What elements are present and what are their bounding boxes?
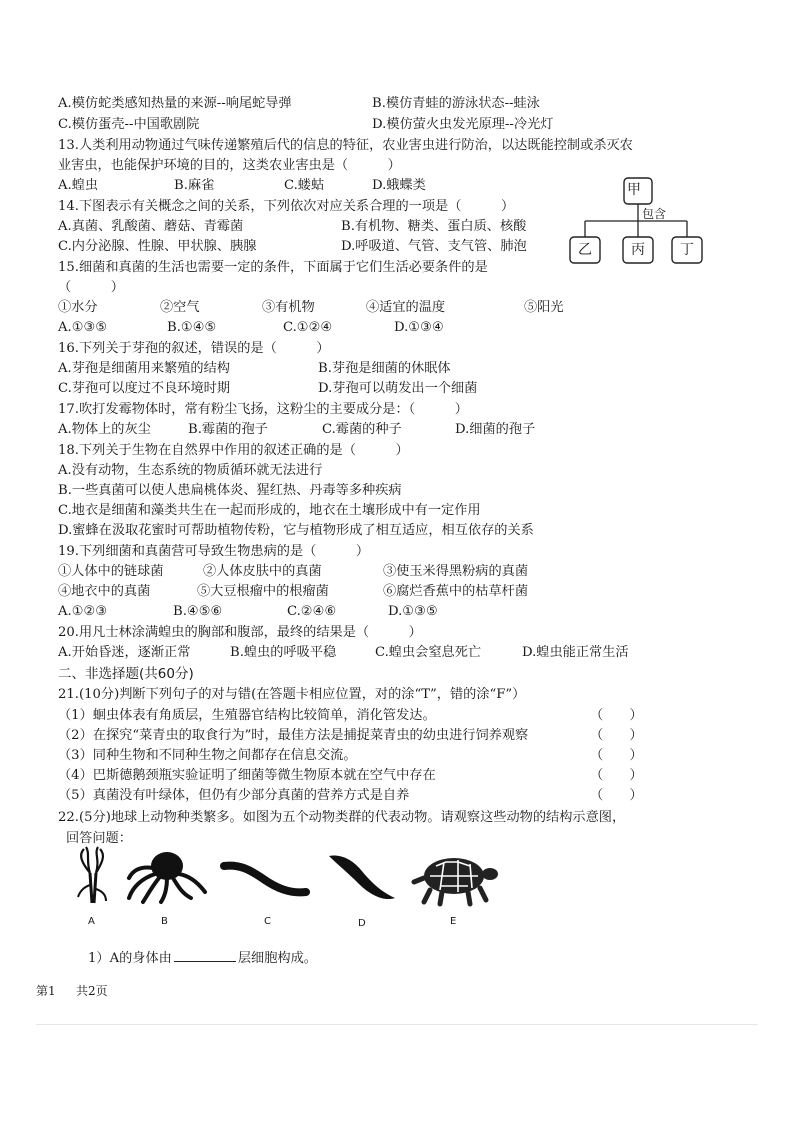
q19-item-1: ①人体中的链球菌 <box>58 564 164 579</box>
q22-subquestion-1 <box>88 949 317 968</box>
section-heading: 二、非选择题(共60分) <box>58 666 194 682</box>
diagram-relation-label: 包含 <box>642 207 667 221</box>
q13-option-c: C.蝼蛄 <box>284 178 325 193</box>
q14-option-b: B.有机物、糖类、蛋白质、核酸 <box>341 219 527 234</box>
q19-item-5: ⑤大豆根瘤中的根瘤菌 <box>197 584 329 599</box>
animal-b-octopus-image <box>125 848 210 903</box>
animal-label-a: A <box>88 916 95 927</box>
footer-total-pages: 共2页 <box>76 984 108 998</box>
q18-stem: 18.下列关于生物在自然界中作用的叙述正确的是（ ） <box>58 443 409 458</box>
q17-stem: 17.吹打发霉物体时，常有粉尘飞扬，这粉尘的主要成分是：（ ） <box>58 402 468 417</box>
q22-sub1-suffix: 层细胞构成。 <box>237 951 317 966</box>
animal-d-leech-image <box>325 850 400 905</box>
q12-option-c: C.模仿蛋壳--中国歌剧院 <box>58 117 200 132</box>
q16-option-b: B.芽孢是细菌的休眠体 <box>318 361 451 376</box>
q21-statement-1: （1）蛔虫体表有角质层，生殖器官结构比较简单，消化管发达。 <box>58 708 436 723</box>
diagram-top-box: 甲 <box>627 182 641 198</box>
animal-label-b: B <box>161 916 168 927</box>
q15-item-3: ③有机物 <box>262 300 315 315</box>
q19-item-4: ④地衣中的真菌 <box>58 584 151 599</box>
diagram-middle-box: 丙 <box>631 242 645 258</box>
q21-statement-3: （3）同种生物和不同种生物之间都存在信息交流。 <box>58 748 357 763</box>
q19-option-c: C.②④⑥ <box>287 604 337 619</box>
q19-item-2: ②人体皮肤中的真菌 <box>203 564 322 579</box>
q13-stem-line1: 13.人类利用动物通过气味传递繁殖后代的信息的特征，农业害虫进行防治，以达既能控制或杀灭农 <box>58 138 633 153</box>
q21-answer-paren-1[interactable]: （ ） <box>590 708 643 723</box>
q15-stem-line1: 15.细菌和真菌的生活也需要一定的条件，下面属于它们生活必要条件的是 <box>58 260 488 275</box>
answer-blank[interactable] <box>174 949 236 962</box>
q12-option-d: D.模仿萤火虫发光原理--冷光灯 <box>372 117 554 132</box>
q21-answer-paren-2[interactable]: （ ） <box>590 728 643 743</box>
q14-option-a: A.真菌、乳酸菌、蘑菇、青霉菌 <box>58 219 244 234</box>
diagram-left-box: 乙 <box>578 242 592 258</box>
q15-item-2: ②空气 <box>160 300 200 315</box>
q16-option-c: C.芽孢可以度过不良环境时期 <box>58 381 231 396</box>
q21-answer-paren-5[interactable]: （ ） <box>590 788 643 803</box>
animal-label-e: E <box>450 916 457 927</box>
q17-option-a: A.物体上的灰尘 <box>58 422 151 437</box>
q14-option-c: C.内分泌腺、性腺、甲状腺、胰腺 <box>58 239 257 254</box>
q13-stem-line2: 业害虫，也能保护环境的目的，这类农业害虫是（ ） <box>58 158 401 173</box>
q14-option-d: D.呼吸道、气管、支气管、肺泡 <box>341 239 527 254</box>
page-bottom-divider <box>36 1024 758 1025</box>
q14-stem: 14.下图表示有关概念之间的关系，下列依次对应关系合理的一项是（ ） <box>58 199 515 214</box>
q22-stem-line2: 回答问题： <box>66 831 132 846</box>
q22-sub1-prefix: 1）A的身体由 <box>88 951 172 966</box>
q15-item-1: ①水分 <box>58 300 98 315</box>
q19-option-a: A.①②③ <box>58 604 108 619</box>
q21-stem: 21.(10分)判断下列句子的对与错(在答题卡相应位置，对的涂“T”，错的涂“F”） <box>58 687 526 702</box>
q19-stem: 19.下列细菌和真菌营可导致生物患病的是（ ） <box>58 544 370 559</box>
q12-option-b: B.模仿青蛙的游泳状态--蛙泳 <box>372 96 540 111</box>
q13-option-b: B.麻雀 <box>174 178 215 193</box>
q19-option-b: B.④⑤⑥ <box>173 604 223 619</box>
q20-stem: 20.用凡士林涂满蝗虫的胸部和腹部，最终的结果是（ ） <box>58 625 422 640</box>
q13-option-a: A.蝗虫 <box>58 178 99 193</box>
animal-label-d: D <box>358 918 366 929</box>
q15-option-c: C.①②④ <box>283 320 333 335</box>
q15-item-5: ⑤阳光 <box>524 300 564 315</box>
q12-option-a: A.模仿蛇类感知热量的来源--响尾蛇导弹 <box>58 96 292 111</box>
q18-option-d: D.蜜蜂在汲取花蜜时可帮助植物传粉，它与植物形成了相互适应，相互依存的关系 <box>58 523 534 538</box>
q21-answer-paren-4[interactable]: （ ） <box>590 768 643 783</box>
q13-option-d: D.蛾蝶类 <box>372 178 426 193</box>
q20-option-a: A.开始昏迷，逐渐正常 <box>58 645 191 660</box>
q18-option-c: C.地衣是细菌和藻类共生在一起而形成的，地衣在土壤形成中有一定作用 <box>58 503 481 518</box>
animal-e-turtle-image <box>410 848 500 908</box>
q21-answer-paren-3[interactable]: （ ） <box>590 748 643 763</box>
q16-option-d: D.芽孢可以萌发出一个细菌 <box>318 381 478 396</box>
q17-option-b: B.霉菌的孢子 <box>188 422 268 437</box>
q15-item-4: ④适宜的温度 <box>366 300 446 315</box>
animal-label-c: C <box>264 916 271 927</box>
q19-item-3: ③使玉米得黑粉病的真菌 <box>383 564 529 579</box>
q17-option-c: C.霉菌的种子 <box>322 422 402 437</box>
q21-statement-2: （2）在探究“菜青虫的取食行为”时，最佳方法是捕捉菜青虫的幼虫进行饲养观察 <box>58 728 529 743</box>
q20-option-b: B.蝗虫的呼吸平稳 <box>230 645 337 660</box>
footer-page-number: 第1 <box>36 984 56 998</box>
q22-stem-line1: 22.(5分)地球上动物种类繁多。如图为五个动物类群的代表动物。请观察这些动物的结构示意图， <box>58 810 626 825</box>
q16-option-a: A.芽孢是细菌用来繁殖的结构 <box>58 361 230 376</box>
q18-option-a: A.没有动物，生态系统的物质循环就无法进行 <box>58 463 323 478</box>
q16-stem: 16.下列关于芽孢的叙述，错误的是（ ） <box>58 341 330 356</box>
q20-option-c: C.蝗虫会窒息死亡 <box>375 645 482 660</box>
q19-option-d: D.①③⑤ <box>388 604 438 619</box>
animal-c-earthworm-image <box>220 860 310 900</box>
q20-option-d: D.蝗虫能正常生活 <box>522 645 629 660</box>
q21-statement-4: （4）巴斯德鹅颈瓶实验证明了细菌等微生物原本就在空气中存在 <box>58 768 436 783</box>
q21-statement-5: （5）真菌没有叶绿体，但仍有少部分真菌的营养方式是自养 <box>58 788 410 803</box>
q18-option-b: B.一些真菌可以使人患扁桃体炎、猩红热、丹毒等多种疾病 <box>58 483 402 498</box>
q17-option-d: D.细菌的孢子 <box>455 422 536 437</box>
q19-item-6: ⑥腐烂香蕉中的枯草杆菌 <box>383 584 529 599</box>
q15-option-a: A.①③⑤ <box>58 320 108 335</box>
animal-a-hydra-image <box>72 845 112 905</box>
q15-option-d: D.①③④ <box>394 320 444 335</box>
q15-stem-line2: （ ） <box>58 280 124 295</box>
diagram-right-box: 丁 <box>680 242 694 258</box>
q15-option-b: B.①④⑤ <box>167 320 217 335</box>
